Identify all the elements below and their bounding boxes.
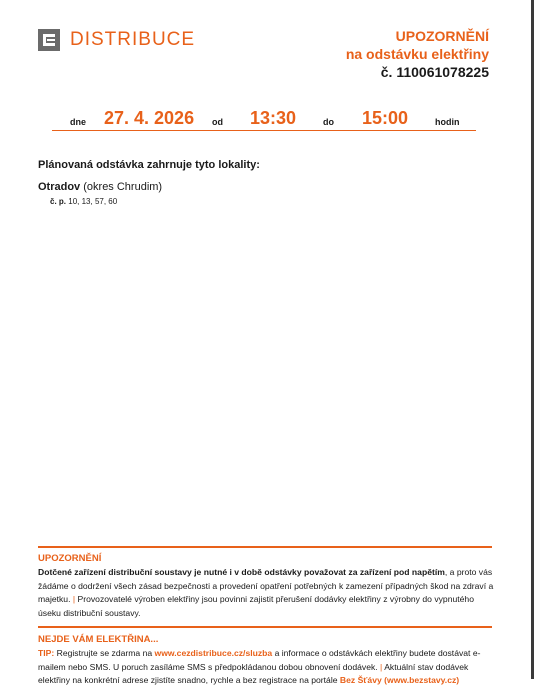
- house-numbers-label: č. p.: [50, 197, 67, 206]
- outage-date: 27. 4. 2026: [104, 108, 195, 128]
- tip-text-2: a informace o odstávkách elektřiny budete dostávat e-mailem nebo SMS. U poruch zasíláme SMS s předpokládanou dobou obnovení dodávek.: [38, 648, 481, 672]
- warning-text-2: Provozovatelé výroben elektřiny jsou povinni zajistit přerušení dodávky elektřiny z výrobny do vypnutého úseku distribuční soustavy.: [38, 594, 474, 618]
- warning-text-1: , a proto vás žádáme o dodržení všech zásad bezpečnosti a provedení opatření potřebných k zamezení případných škod na zdraví a majetku.: [38, 567, 494, 605]
- to-label: do: [323, 117, 334, 127]
- no-power-divider: [38, 626, 492, 628]
- outage-end-time: 15:00: [362, 108, 409, 128]
- date-label: dne: [70, 117, 87, 127]
- tip-separator: |: [380, 661, 383, 672]
- tip-text-3: Aktuální stav dodávek elektřiny na konkrétní adrese zjistíte snadno, rychle a bez registrace na portále: [38, 661, 469, 686]
- house-numbers: [50, 197, 117, 206]
- no-power-text: [38, 647, 494, 688]
- place-name: Otradov: [38, 181, 81, 193]
- brand-logo: [38, 29, 195, 51]
- warning-heading: UPOZORNĚNÍ: [38, 553, 102, 564]
- registration-link[interactable]: www.cezdistribuce.cz/sluzba: [154, 648, 273, 658]
- notice-title: UPOZORNĚNÍ: [395, 28, 489, 44]
- place-district: (okres Chrudim): [83, 181, 163, 193]
- tip-label: TIP:: [38, 648, 55, 658]
- location-place: [38, 181, 162, 193]
- warning-bold-text: Dotčené zařízení distribuční soustavy je nutné i v době odstávky považovat za zařízení pod napětím: [38, 567, 445, 577]
- warning-divider: [38, 546, 492, 548]
- unit-label: hodin: [435, 117, 460, 127]
- warning-text: [38, 566, 494, 620]
- notice-header: [346, 27, 489, 81]
- brand-name: DISTRIBUCE: [70, 29, 196, 50]
- house-numbers-list: 10, 13, 57, 60: [68, 197, 118, 206]
- notice-number: č. 110061078225: [380, 64, 489, 80]
- outage-start-time: 13:30: [250, 108, 297, 128]
- schedule-row: [52, 106, 476, 131]
- from-label: od: [212, 117, 223, 127]
- cez-logo-icon: [38, 29, 60, 51]
- notice-subtitle: na odstávku elektřiny: [345, 46, 489, 62]
- bez-stavy-link[interactable]: Bez Šťávy (www.bezstavy.cz): [339, 675, 460, 686]
- locations-intro: Plánovaná odstávka zahrnuje tyto lokality:: [38, 159, 260, 171]
- warning-separator: |: [72, 594, 76, 605]
- no-power-heading: NEJDE VÁM ELEKTŘINA...: [38, 634, 159, 645]
- tip-text-1: Registrujte se zdarma na: [56, 648, 153, 658]
